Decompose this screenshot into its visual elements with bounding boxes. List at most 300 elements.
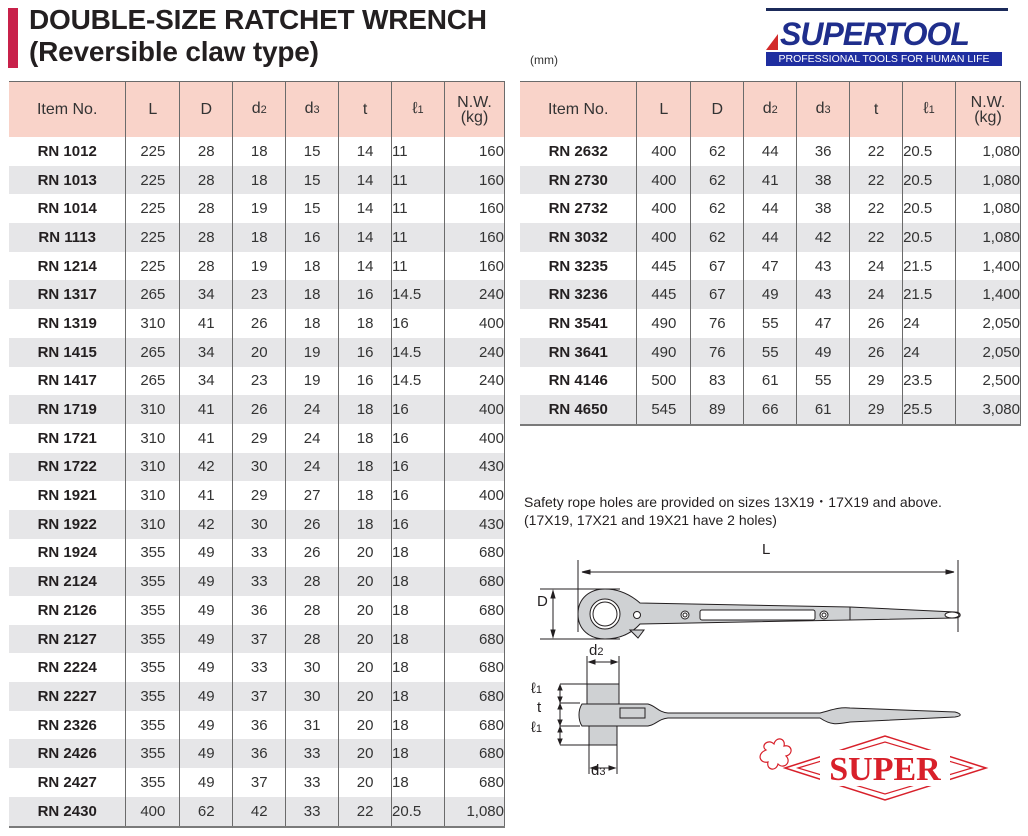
table-row	[520, 137, 1021, 166]
value-cell: 680	[445, 711, 505, 740]
value-cell: 29	[850, 367, 903, 396]
item-number-cell: RN 3641	[520, 338, 637, 367]
item-number-cell: RN 1012	[37, 142, 97, 160]
dim-label-D: D	[537, 593, 548, 610]
value-cell: 43	[797, 280, 850, 309]
item-number-cell: RN 2126	[37, 601, 97, 619]
item-number-cell: RN 1014	[37, 200, 97, 218]
column-header: D	[691, 82, 744, 138]
value-cell: 16	[392, 424, 445, 453]
value-cell: 20	[339, 711, 392, 740]
value-cell: 36	[233, 596, 286, 625]
value-cell: 62	[180, 797, 233, 827]
value-cell: 355	[126, 768, 180, 797]
supertool-logo	[766, 8, 1008, 66]
value-cell: 355	[126, 567, 180, 596]
item-number-cell: RN 2326	[37, 716, 97, 734]
value-cell: 240	[445, 367, 505, 396]
value-cell: 26	[233, 395, 286, 424]
value-cell: 21.5	[903, 252, 956, 281]
column-header: L	[637, 82, 691, 138]
value-cell: 76	[691, 338, 744, 367]
value-cell: 49	[180, 625, 233, 654]
value-cell: 225	[126, 166, 180, 195]
value-cell: 680	[445, 596, 505, 625]
value-cell: 1,080	[956, 137, 1021, 166]
value-cell: 26	[233, 309, 286, 338]
logo-rule	[766, 8, 1008, 11]
value-cell: 33	[286, 797, 339, 827]
value-cell: 18	[392, 711, 445, 740]
value-cell: 28	[286, 625, 339, 654]
value-cell: 2,050	[956, 338, 1021, 367]
safety-note-line-1: Safety rope holes are provided on sizes 13X19・17X19 and above.	[524, 494, 942, 510]
value-cell: 680	[445, 768, 505, 797]
value-cell: 225	[126, 223, 180, 252]
value-cell: 1,400	[956, 280, 1021, 309]
column-header: d3	[286, 82, 339, 138]
value-cell: 14	[339, 252, 392, 281]
table-row	[9, 711, 505, 740]
value-cell: 20	[339, 682, 392, 711]
value-cell: 44	[744, 137, 797, 166]
value-cell: 33	[233, 653, 286, 682]
item-number-cell: RN 1924	[37, 544, 97, 562]
table-row	[9, 682, 505, 711]
value-cell: 23	[233, 280, 286, 309]
value-cell: 18	[392, 625, 445, 654]
value-cell: 400	[445, 424, 505, 453]
table-row	[9, 166, 505, 195]
value-cell: 265	[126, 280, 180, 309]
table-row	[520, 395, 1021, 425]
value-cell: 400	[637, 137, 691, 166]
value-cell: 20	[339, 653, 392, 682]
value-cell: 160	[445, 223, 505, 252]
value-cell: 49	[180, 768, 233, 797]
value-cell: 310	[126, 395, 180, 424]
item-number-cell: RN 2730	[520, 166, 637, 195]
value-cell: 67	[691, 280, 744, 309]
value-cell: 18	[339, 424, 392, 453]
value-cell: 61	[744, 367, 797, 396]
value-cell: 42	[233, 797, 286, 827]
value-cell: 265	[126, 367, 180, 396]
page-title	[29, 4, 487, 68]
value-cell: 2,500	[956, 367, 1021, 396]
value-cell: 240	[445, 280, 505, 309]
value-cell: 545	[637, 395, 691, 425]
value-cell: 24	[903, 309, 956, 338]
item-number-cell: RN 1013	[9, 166, 126, 195]
value-cell: 310	[126, 510, 180, 539]
value-cell: 20.5	[903, 137, 956, 166]
item-number-cell: RN 2124	[9, 567, 126, 596]
value-cell: 67	[691, 252, 744, 281]
value-cell: 29	[233, 481, 286, 510]
value-cell: 24	[903, 338, 956, 367]
value-cell: 24	[850, 252, 903, 281]
table-row	[9, 797, 505, 827]
value-cell: 1,400	[956, 252, 1021, 281]
value-cell: 26	[850, 309, 903, 338]
item-number-cell: RN 2427	[37, 773, 97, 791]
value-cell: 680	[445, 539, 505, 568]
value-cell: 49	[797, 338, 850, 367]
value-cell: 1,080	[956, 223, 1021, 252]
table-row	[9, 137, 505, 166]
value-cell: 20.5	[903, 194, 956, 223]
value-cell: 18	[392, 567, 445, 596]
value-cell: 355	[126, 682, 180, 711]
value-cell: 34	[180, 367, 233, 396]
table-row	[9, 424, 505, 453]
value-cell: 36	[797, 137, 850, 166]
value-cell: 400	[637, 194, 691, 223]
item-number-cell: RN 2430	[9, 797, 126, 827]
value-cell: 680	[445, 739, 505, 768]
value-cell: 355	[126, 711, 180, 740]
value-cell: 14	[339, 223, 392, 252]
value-cell: 23.5	[903, 367, 956, 396]
dim-label-d2: d2	[589, 642, 604, 659]
value-cell: 28	[180, 137, 233, 166]
value-cell: 430	[445, 510, 505, 539]
value-cell: 49	[180, 539, 233, 568]
table-row	[520, 367, 1021, 396]
value-cell: 265	[126, 338, 180, 367]
table-body	[9, 137, 505, 827]
column-header: t	[850, 82, 903, 138]
value-cell: 18	[392, 739, 445, 768]
dim-label-l1-bottom: ℓ1	[531, 719, 542, 736]
value-cell: 160	[445, 166, 505, 195]
column-header: Item No.	[520, 82, 637, 138]
item-number-cell: RN 1922	[9, 510, 126, 539]
value-cell: 62	[691, 223, 744, 252]
value-cell: 62	[691, 194, 744, 223]
value-cell: 16	[339, 338, 392, 367]
value-cell: 445	[637, 280, 691, 309]
value-cell: 44	[744, 194, 797, 223]
value-cell: 30	[233, 510, 286, 539]
value-cell: 18	[339, 481, 392, 510]
item-number-cell: RN 2227	[9, 682, 126, 711]
value-cell: 37	[233, 768, 286, 797]
value-cell: 47	[744, 252, 797, 281]
value-cell: 19	[233, 252, 286, 281]
value-cell: 14.5	[392, 280, 445, 309]
value-cell: 18	[286, 309, 339, 338]
table-row	[9, 338, 505, 367]
value-cell: 18	[392, 653, 445, 682]
value-cell: 28	[180, 194, 233, 223]
value-cell: 225	[126, 252, 180, 281]
column-header: L	[126, 82, 180, 138]
item-number-cell: RN 1317	[9, 280, 126, 309]
value-cell: 33	[286, 768, 339, 797]
value-cell: 18	[339, 510, 392, 539]
table-row	[520, 338, 1021, 367]
item-number-cell: RN 3541	[548, 314, 608, 332]
value-cell: 49	[180, 596, 233, 625]
value-cell: 21.5	[903, 280, 956, 309]
value-cell: 16	[392, 510, 445, 539]
value-cell: 14.5	[392, 338, 445, 367]
safety-note	[524, 493, 942, 529]
value-cell: 11	[392, 194, 445, 223]
value-cell: 16	[392, 395, 445, 424]
super-logo-text: SUPER	[829, 751, 941, 788]
value-cell: 18	[392, 682, 445, 711]
value-cell: 18	[233, 166, 286, 195]
value-cell: 400	[445, 395, 505, 424]
value-cell: 30	[286, 682, 339, 711]
value-cell: 31	[286, 711, 339, 740]
table-row	[520, 309, 1021, 338]
table-header-row	[9, 82, 505, 138]
table-row	[520, 194, 1021, 223]
table-row	[9, 510, 505, 539]
value-cell: 16	[392, 453, 445, 482]
value-cell: 20.5	[392, 797, 445, 827]
item-number-cell: RN 4146	[548, 372, 608, 390]
value-cell: 49	[180, 653, 233, 682]
table-row	[9, 596, 505, 625]
value-cell: 445	[637, 252, 691, 281]
dim-label-t: t	[537, 699, 542, 716]
value-cell: 20	[339, 768, 392, 797]
value-cell: 400	[126, 797, 180, 827]
value-cell: 36	[233, 739, 286, 768]
value-cell: 680	[445, 682, 505, 711]
value-cell: 41	[744, 166, 797, 195]
column-header: ℓ1	[392, 82, 445, 138]
value-cell: 49	[180, 711, 233, 740]
value-cell: 33	[233, 567, 286, 596]
value-cell: 400	[637, 223, 691, 252]
value-cell: 29	[233, 424, 286, 453]
value-cell: 355	[126, 596, 180, 625]
value-cell: 20	[339, 539, 392, 568]
value-cell: 18	[233, 137, 286, 166]
table-row	[9, 653, 505, 682]
value-cell: 37	[233, 682, 286, 711]
value-cell: 24	[850, 280, 903, 309]
value-cell: 37	[233, 625, 286, 654]
super-brand-logo	[750, 732, 990, 804]
value-cell: 11	[392, 166, 445, 195]
safety-note-line-2: (17X19, 17X21 and 19X21 have 2 holes)	[524, 512, 777, 528]
value-cell: 22	[850, 166, 903, 195]
value-cell: 28	[286, 567, 339, 596]
item-number-cell: RN 1415	[9, 338, 126, 367]
value-cell: 55	[744, 338, 797, 367]
value-cell: 225	[126, 137, 180, 166]
item-number-cell: RN 1722	[9, 453, 126, 482]
column-header: t	[339, 82, 392, 138]
value-cell: 27	[286, 481, 339, 510]
value-cell: 55	[797, 367, 850, 396]
value-cell: 310	[126, 424, 180, 453]
value-cell: 23	[233, 367, 286, 396]
value-cell: 16	[339, 280, 392, 309]
value-cell: 500	[637, 367, 691, 396]
title-line-2: (Reversible claw type)	[29, 36, 319, 67]
value-cell: 680	[445, 625, 505, 654]
value-cell: 240	[445, 338, 505, 367]
table-row	[520, 166, 1021, 195]
value-cell: 355	[126, 625, 180, 654]
value-cell: 38	[797, 194, 850, 223]
value-cell: 49	[180, 682, 233, 711]
value-cell: 24	[286, 453, 339, 482]
value-cell: 490	[637, 338, 691, 367]
value-cell: 14	[339, 194, 392, 223]
item-number-cell: RN 2224	[37, 659, 97, 677]
value-cell: 20	[339, 739, 392, 768]
value-cell: 41	[180, 424, 233, 453]
value-cell: 49	[744, 280, 797, 309]
value-cell: 11	[392, 137, 445, 166]
value-cell: 25.5	[903, 395, 956, 425]
value-cell: 62	[691, 137, 744, 166]
value-cell: 18	[339, 395, 392, 424]
value-cell: 24	[286, 395, 339, 424]
value-cell: 400	[445, 481, 505, 510]
value-cell: 310	[126, 309, 180, 338]
value-cell: 20	[233, 338, 286, 367]
value-cell: 41	[180, 395, 233, 424]
value-cell: 49	[180, 739, 233, 768]
value-cell: 26	[286, 539, 339, 568]
value-cell: 20	[339, 567, 392, 596]
value-cell: 76	[691, 309, 744, 338]
value-cell: 16	[392, 481, 445, 510]
table-row	[9, 739, 505, 768]
value-cell: 18	[339, 309, 392, 338]
value-cell: 16	[286, 223, 339, 252]
value-cell: 310	[126, 453, 180, 482]
item-number-cell: RN 3032	[520, 223, 637, 252]
value-cell: 19	[286, 338, 339, 367]
value-cell: 30	[233, 453, 286, 482]
column-header: d3	[797, 82, 850, 138]
value-cell: 29	[850, 395, 903, 425]
value-cell: 160	[445, 194, 505, 223]
item-number-cell: RN 1921	[37, 487, 97, 505]
value-cell: 19	[233, 194, 286, 223]
table-row	[9, 280, 505, 309]
value-cell: 18	[339, 453, 392, 482]
value-cell: 11	[392, 223, 445, 252]
table-row	[9, 481, 505, 510]
column-header: d2	[744, 82, 797, 138]
item-number-cell: RN 1113	[9, 223, 126, 252]
value-cell: 355	[126, 739, 180, 768]
value-cell: 225	[126, 194, 180, 223]
spec-table-left	[9, 81, 505, 828]
title-accent-bar	[8, 8, 18, 68]
value-cell: 38	[797, 166, 850, 195]
table-row	[9, 194, 505, 223]
value-cell: 16	[392, 309, 445, 338]
unit-label: (mm)	[530, 53, 558, 67]
value-cell: 355	[126, 653, 180, 682]
item-number-cell: RN 1719	[9, 395, 126, 424]
value-cell: 26	[850, 338, 903, 367]
value-cell: 20.5	[903, 166, 956, 195]
value-cell: 1,080	[956, 166, 1021, 195]
value-cell: 20.5	[903, 223, 956, 252]
value-cell: 41	[180, 309, 233, 338]
value-cell: 680	[445, 653, 505, 682]
value-cell: 33	[233, 539, 286, 568]
item-number-cell: RN 4650	[520, 395, 637, 425]
value-cell: 36	[233, 711, 286, 740]
dim-label-L: L	[762, 541, 771, 558]
value-cell: 1,080	[445, 797, 505, 827]
value-cell: 83	[691, 367, 744, 396]
value-cell: 33	[286, 739, 339, 768]
value-cell: 18	[392, 539, 445, 568]
value-cell: 34	[180, 338, 233, 367]
title-line-1: DOUBLE-SIZE RATCHET WRENCH	[29, 4, 487, 35]
item-number-cell: RN 1319	[37, 314, 97, 332]
value-cell: 66	[744, 395, 797, 425]
item-number-cell: RN 1214	[37, 257, 97, 275]
value-cell: 28	[286, 596, 339, 625]
item-number-cell: RN 2426	[9, 739, 126, 768]
table-row	[9, 539, 505, 568]
value-cell: 160	[445, 137, 505, 166]
value-cell: 430	[445, 453, 505, 482]
value-cell: 18	[286, 252, 339, 281]
value-cell: 26	[286, 510, 339, 539]
value-cell: 400	[637, 166, 691, 195]
value-cell: 15	[286, 137, 339, 166]
value-cell: 400	[445, 309, 505, 338]
value-cell: 355	[126, 539, 180, 568]
logo-red-triangle-icon	[766, 34, 778, 50]
column-header: d2	[233, 82, 286, 138]
value-cell: 89	[691, 395, 744, 425]
table-row	[9, 625, 505, 654]
value-cell: 15	[286, 166, 339, 195]
value-cell: 43	[797, 252, 850, 281]
value-cell: 14	[339, 137, 392, 166]
value-cell: 11	[392, 252, 445, 281]
table-row	[9, 223, 505, 252]
value-cell: 28	[180, 166, 233, 195]
item-number-cell: RN 2632	[548, 142, 608, 160]
item-number-cell: RN 3236	[520, 280, 637, 309]
table-row	[9, 252, 505, 281]
value-cell: 15	[286, 194, 339, 223]
logo-tagline: PROFESSIONAL TOOLS FOR HUMAN LIFE	[766, 52, 1002, 66]
value-cell: 61	[797, 395, 850, 425]
value-cell: 680	[445, 567, 505, 596]
value-cell: 22	[850, 194, 903, 223]
table-row	[9, 453, 505, 482]
item-number-cell: RN 3235	[548, 257, 608, 275]
value-cell: 28	[180, 252, 233, 281]
value-cell: 41	[180, 481, 233, 510]
item-number-cell: RN 1721	[37, 429, 97, 447]
spec-table-right	[520, 81, 1021, 426]
value-cell: 30	[286, 653, 339, 682]
table-row	[520, 252, 1021, 281]
